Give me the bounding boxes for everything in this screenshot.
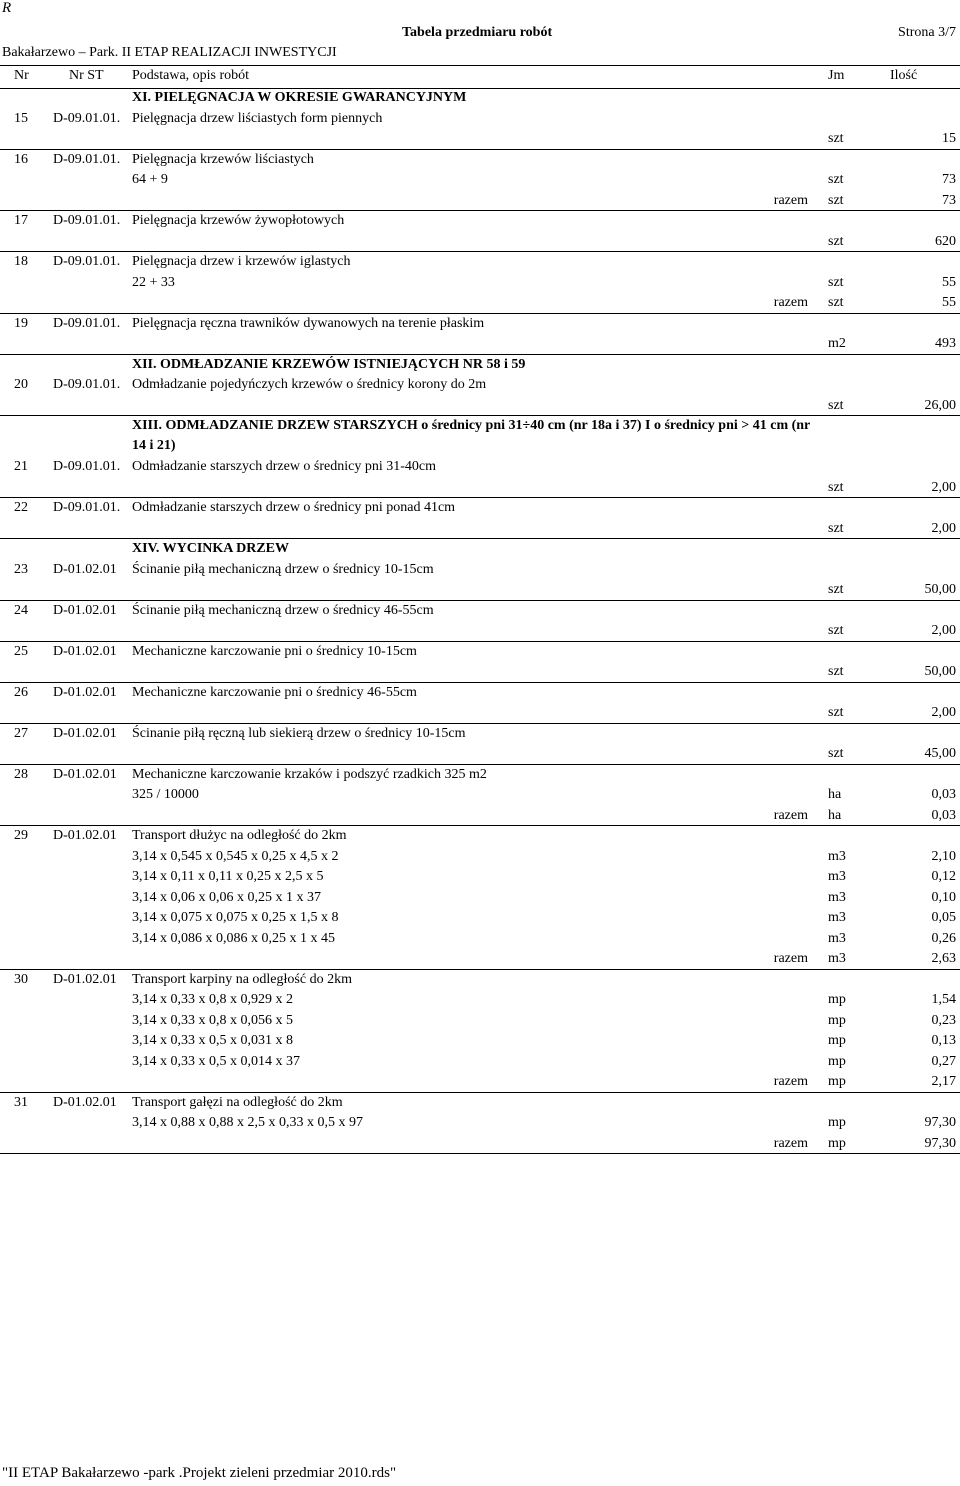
quantity: 2,00 <box>931 479 956 495</box>
table-row <box>0 560 960 601</box>
quantity: 15 <box>942 131 956 146</box>
calc-expression: 64 + 9 <box>132 172 168 187</box>
unit: m2 <box>828 336 846 351</box>
quantity: 2,17 <box>931 1074 956 1089</box>
unit: m3 <box>828 869 846 884</box>
quantity: 45,00 <box>924 746 956 761</box>
column-header-nr-st: Nr ST <box>69 68 104 83</box>
table-row <box>0 150 960 212</box>
unit: szt <box>828 479 844 495</box>
spec-code: D-09.01.01. <box>53 151 121 167</box>
item-description: Pielęgnacja krzewów liściastych <box>132 151 314 167</box>
quantity: 2,00 <box>931 705 956 720</box>
quantity: 2,10 <box>931 848 956 864</box>
table-row <box>0 642 960 683</box>
quantity: 50,00 <box>924 582 956 597</box>
section-heading <box>0 416 960 457</box>
total-label: razem <box>773 295 808 310</box>
unit: mp <box>828 1012 846 1028</box>
quantity: 0,03 <box>931 807 956 823</box>
section-title: XIII. ODMŁADZANIE DRZEW STARSZYCH o średnicy pni 31÷40 cm (nr 18a i 37) I o średnicy pni > 41 cm (nr 14 i 21) <box>132 418 811 453</box>
quantity: 2,00 <box>931 623 956 638</box>
item-number: 27 <box>14 725 28 741</box>
section-title: XI. PIELĘGNACJA W OKRESIE GWARANCYJNYM <box>132 90 467 105</box>
calc-expression: 3,14 x 0,33 x 0,8 x 0,929 x 2 <box>132 992 293 1007</box>
unit: szt <box>828 623 844 638</box>
table-row <box>0 109 960 150</box>
item-description: Mechaniczne karczowanie pni o średnicy 46-55cm <box>132 684 417 700</box>
item-description: Odmładzanie starszych drzew o średnicy pni ponad 41cm <box>132 500 456 515</box>
total-label: razem <box>773 1074 808 1089</box>
item-description: Pielęgnacja ręczna trawników dywanowych na terenie płaskim <box>132 315 485 331</box>
unit: szt <box>828 295 844 310</box>
item-description: Mechaniczne karczowanie pni o średnicy 10-15cm <box>132 643 417 659</box>
item-description: Transport gałęzi na odległość do 2km <box>132 1094 343 1110</box>
quantity: 55 <box>942 274 956 290</box>
spec-code: D-01.02.01 <box>53 766 117 782</box>
column-header-quantity: Ilość <box>890 68 918 83</box>
section-heading <box>0 355 960 376</box>
spec-code: D-01.02.01 <box>53 643 117 659</box>
quantity: 493 <box>935 336 956 351</box>
column-header-nr: Nr <box>14 68 29 83</box>
total-label: razem <box>773 192 808 208</box>
quantity: 0,03 <box>931 787 956 802</box>
total-label: razem <box>773 951 808 966</box>
spec-code: D-09.01.01. <box>53 254 121 269</box>
spec-code: D-01.02.01 <box>53 725 117 741</box>
calc-expression: 3,14 x 0,075 x 0,075 x 0,25 x 1,5 x 8 <box>132 910 339 925</box>
document-title: Tabela przedmiaru robót <box>402 25 553 40</box>
item-number: 22 <box>14 500 28 515</box>
table-row <box>0 211 960 252</box>
unit: szt <box>828 131 844 146</box>
table-row <box>0 601 960 642</box>
unit: szt <box>828 172 844 187</box>
unit: szt <box>828 582 844 597</box>
table-row <box>0 765 960 827</box>
calc-expression: 3,14 x 0,11 x 0,11 x 0,25 x 2,5 x 5 <box>132 869 324 884</box>
item-number: 25 <box>14 643 28 659</box>
quantity: 0,13 <box>931 1033 956 1048</box>
table-row <box>0 1093 960 1155</box>
table-row <box>0 826 960 970</box>
unit: mp <box>828 1074 846 1089</box>
table-row <box>0 970 960 1093</box>
unit: mp <box>828 1135 846 1151</box>
footer-filename: "II ETAP Bakałarzewo -park .Projekt zieleni przedmiar 2010.rds" <box>2 1465 397 1481</box>
quantity: 97,30 <box>924 1115 956 1130</box>
quantity: 2,63 <box>931 951 956 966</box>
quantity: 0,23 <box>931 1012 956 1028</box>
spec-code: D-09.01.01. <box>53 459 121 474</box>
unit: szt <box>828 520 844 536</box>
quantity: 97,30 <box>924 1135 956 1151</box>
spec-code: D-01.02.01 <box>53 1094 117 1110</box>
item-number: 18 <box>14 254 28 269</box>
item-description: Pielęgnacja drzew liściastych form piennych <box>132 110 383 126</box>
table-row <box>0 498 960 539</box>
quantity: 2,00 <box>931 520 956 536</box>
quantity: 50,00 <box>924 664 956 679</box>
quantity: 0,10 <box>931 889 956 905</box>
quantity: 26,00 <box>924 397 956 413</box>
unit: m3 <box>828 910 846 925</box>
item-description: Odmładzanie pojedyńczych krzewów o średnicy korony do 2m <box>132 377 487 392</box>
unit: ha <box>828 787 842 802</box>
item-number: 26 <box>14 684 28 700</box>
calc-expression: 3,14 x 0,88 x 0,88 x 2,5 x 0,33 x 0,5 x 97 <box>132 1115 363 1130</box>
table-row <box>0 252 960 314</box>
item-description: Odmładzanie starszych drzew o średnicy pni 31-40cm <box>132 459 437 474</box>
calc-expression: 22 + 33 <box>132 274 175 290</box>
item-number: 24 <box>14 602 28 618</box>
column-header-description: Podstawa, opis robót <box>132 68 250 83</box>
project-name: Bakałarzewo – Park. II ETAP REALIZACJI INWESTYCJI <box>2 45 337 60</box>
item-description: Pielęgnacja drzew i krzewów iglastych <box>132 254 351 269</box>
section-title: XIV. WYCINKA DRZEW <box>132 541 290 556</box>
quantity: 0,12 <box>931 869 956 884</box>
spec-code: D-09.01.01. <box>53 110 121 126</box>
item-number: 29 <box>14 828 28 843</box>
spec-code: D-01.02.01 <box>53 971 117 987</box>
calc-expression: 3,14 x 0,33 x 0,8 x 0,056 x 5 <box>132 1012 293 1028</box>
calc-expression: 3,14 x 0,33 x 0,5 x 0,031 x 8 <box>132 1033 293 1048</box>
quantity: 0,26 <box>931 930 956 946</box>
item-description: Ścinanie piłą mechaniczną drzew o średnicy 10-15cm <box>132 561 434 577</box>
item-number: 17 <box>14 213 28 228</box>
unit: m3 <box>828 930 846 946</box>
section-title: XII. ODMŁADZANIE KRZEWÓW ISTNIEJĄCYCH NR 58 i 59 <box>132 356 526 372</box>
calc-expression: 3,14 x 0,33 x 0,5 x 0,014 x 37 <box>132 1053 300 1069</box>
unit: szt <box>828 397 844 413</box>
spec-code: D-01.02.01 <box>53 684 117 700</box>
measurement-table <box>0 88 960 1154</box>
quantity: 55 <box>942 295 956 310</box>
unit: szt <box>828 664 844 679</box>
item-number: 21 <box>14 459 28 474</box>
unit: mp <box>828 992 846 1007</box>
item-number: 20 <box>14 377 28 392</box>
unit: m3 <box>828 889 846 905</box>
item-number: 16 <box>14 151 28 167</box>
quantity: 0,27 <box>931 1053 956 1069</box>
calc-expression: 3,14 x 0,545 x 0,545 x 0,25 x 4,5 x 2 <box>132 848 339 864</box>
item-description: Mechaniczne karczowanie krzaków i podszyć rzadkich 325 m2 <box>132 766 487 782</box>
table-row <box>0 314 960 355</box>
spec-code: D-09.01.01. <box>53 213 121 228</box>
calc-expression: 3,14 x 0,06 x 0,06 x 0,25 x 1 x 37 <box>132 889 321 905</box>
calc-expression: 3,14 x 0,086 x 0,086 x 0,25 x 1 x 45 <box>132 930 335 946</box>
table-row <box>0 457 960 498</box>
page-number: Strona 3/7 <box>898 25 956 40</box>
total-label: razem <box>773 1135 808 1151</box>
table-row <box>0 683 960 724</box>
item-number: 15 <box>14 110 28 126</box>
quantity: 73 <box>942 172 956 187</box>
calc-expression: 325 / 10000 <box>132 787 199 802</box>
item-number: 28 <box>14 766 28 782</box>
table-header <box>0 65 960 89</box>
item-description: Transport karpiny na odległość do 2km <box>132 971 352 987</box>
quantity: 0,05 <box>931 910 956 925</box>
column-header-unit: Jm <box>828 68 845 83</box>
item-description: Pielęgnacja krzewów żywopłotowych <box>132 213 345 228</box>
unit: szt <box>828 274 844 290</box>
spec-code: D-01.02.01 <box>53 561 117 577</box>
section-heading <box>0 88 960 109</box>
unit: mp <box>828 1033 846 1048</box>
unit: mp <box>828 1115 846 1130</box>
unit: m3 <box>828 951 846 966</box>
spec-code: D-09.01.01. <box>53 500 121 515</box>
spec-code: D-01.02.01 <box>53 602 117 618</box>
spec-code: D-01.02.01 <box>53 828 117 843</box>
table-row <box>0 375 960 416</box>
unit: szt <box>828 233 844 249</box>
item-description: Ścinanie piłą ręczną lub siekierą drzew o średnicy 10-15cm <box>132 725 466 741</box>
total-label: razem <box>773 807 808 823</box>
quantity: 1,54 <box>931 992 956 1007</box>
unit: mp <box>828 1053 846 1069</box>
section-heading <box>0 539 960 560</box>
item-description: Transport dłużyc na odległość do 2km <box>132 828 347 843</box>
spec-code: D-09.01.01. <box>53 315 121 331</box>
unit: ha <box>828 807 842 823</box>
quantity: 73 <box>942 192 956 208</box>
spec-code: D-09.01.01. <box>53 377 121 392</box>
item-number: 30 <box>14 971 28 987</box>
table-row <box>0 724 960 765</box>
item-description: Ścinanie piłą mechaniczną drzew o średnicy 46-55cm <box>132 602 434 618</box>
item-number: 31 <box>14 1094 28 1110</box>
unit: szt <box>828 705 844 720</box>
item-number: 19 <box>14 315 28 331</box>
unit: szt <box>828 746 844 761</box>
unit: m3 <box>828 848 846 864</box>
item-number: 23 <box>14 561 28 577</box>
corner-mark: R <box>2 0 12 16</box>
quantity: 620 <box>935 233 956 249</box>
unit: szt <box>828 192 844 208</box>
